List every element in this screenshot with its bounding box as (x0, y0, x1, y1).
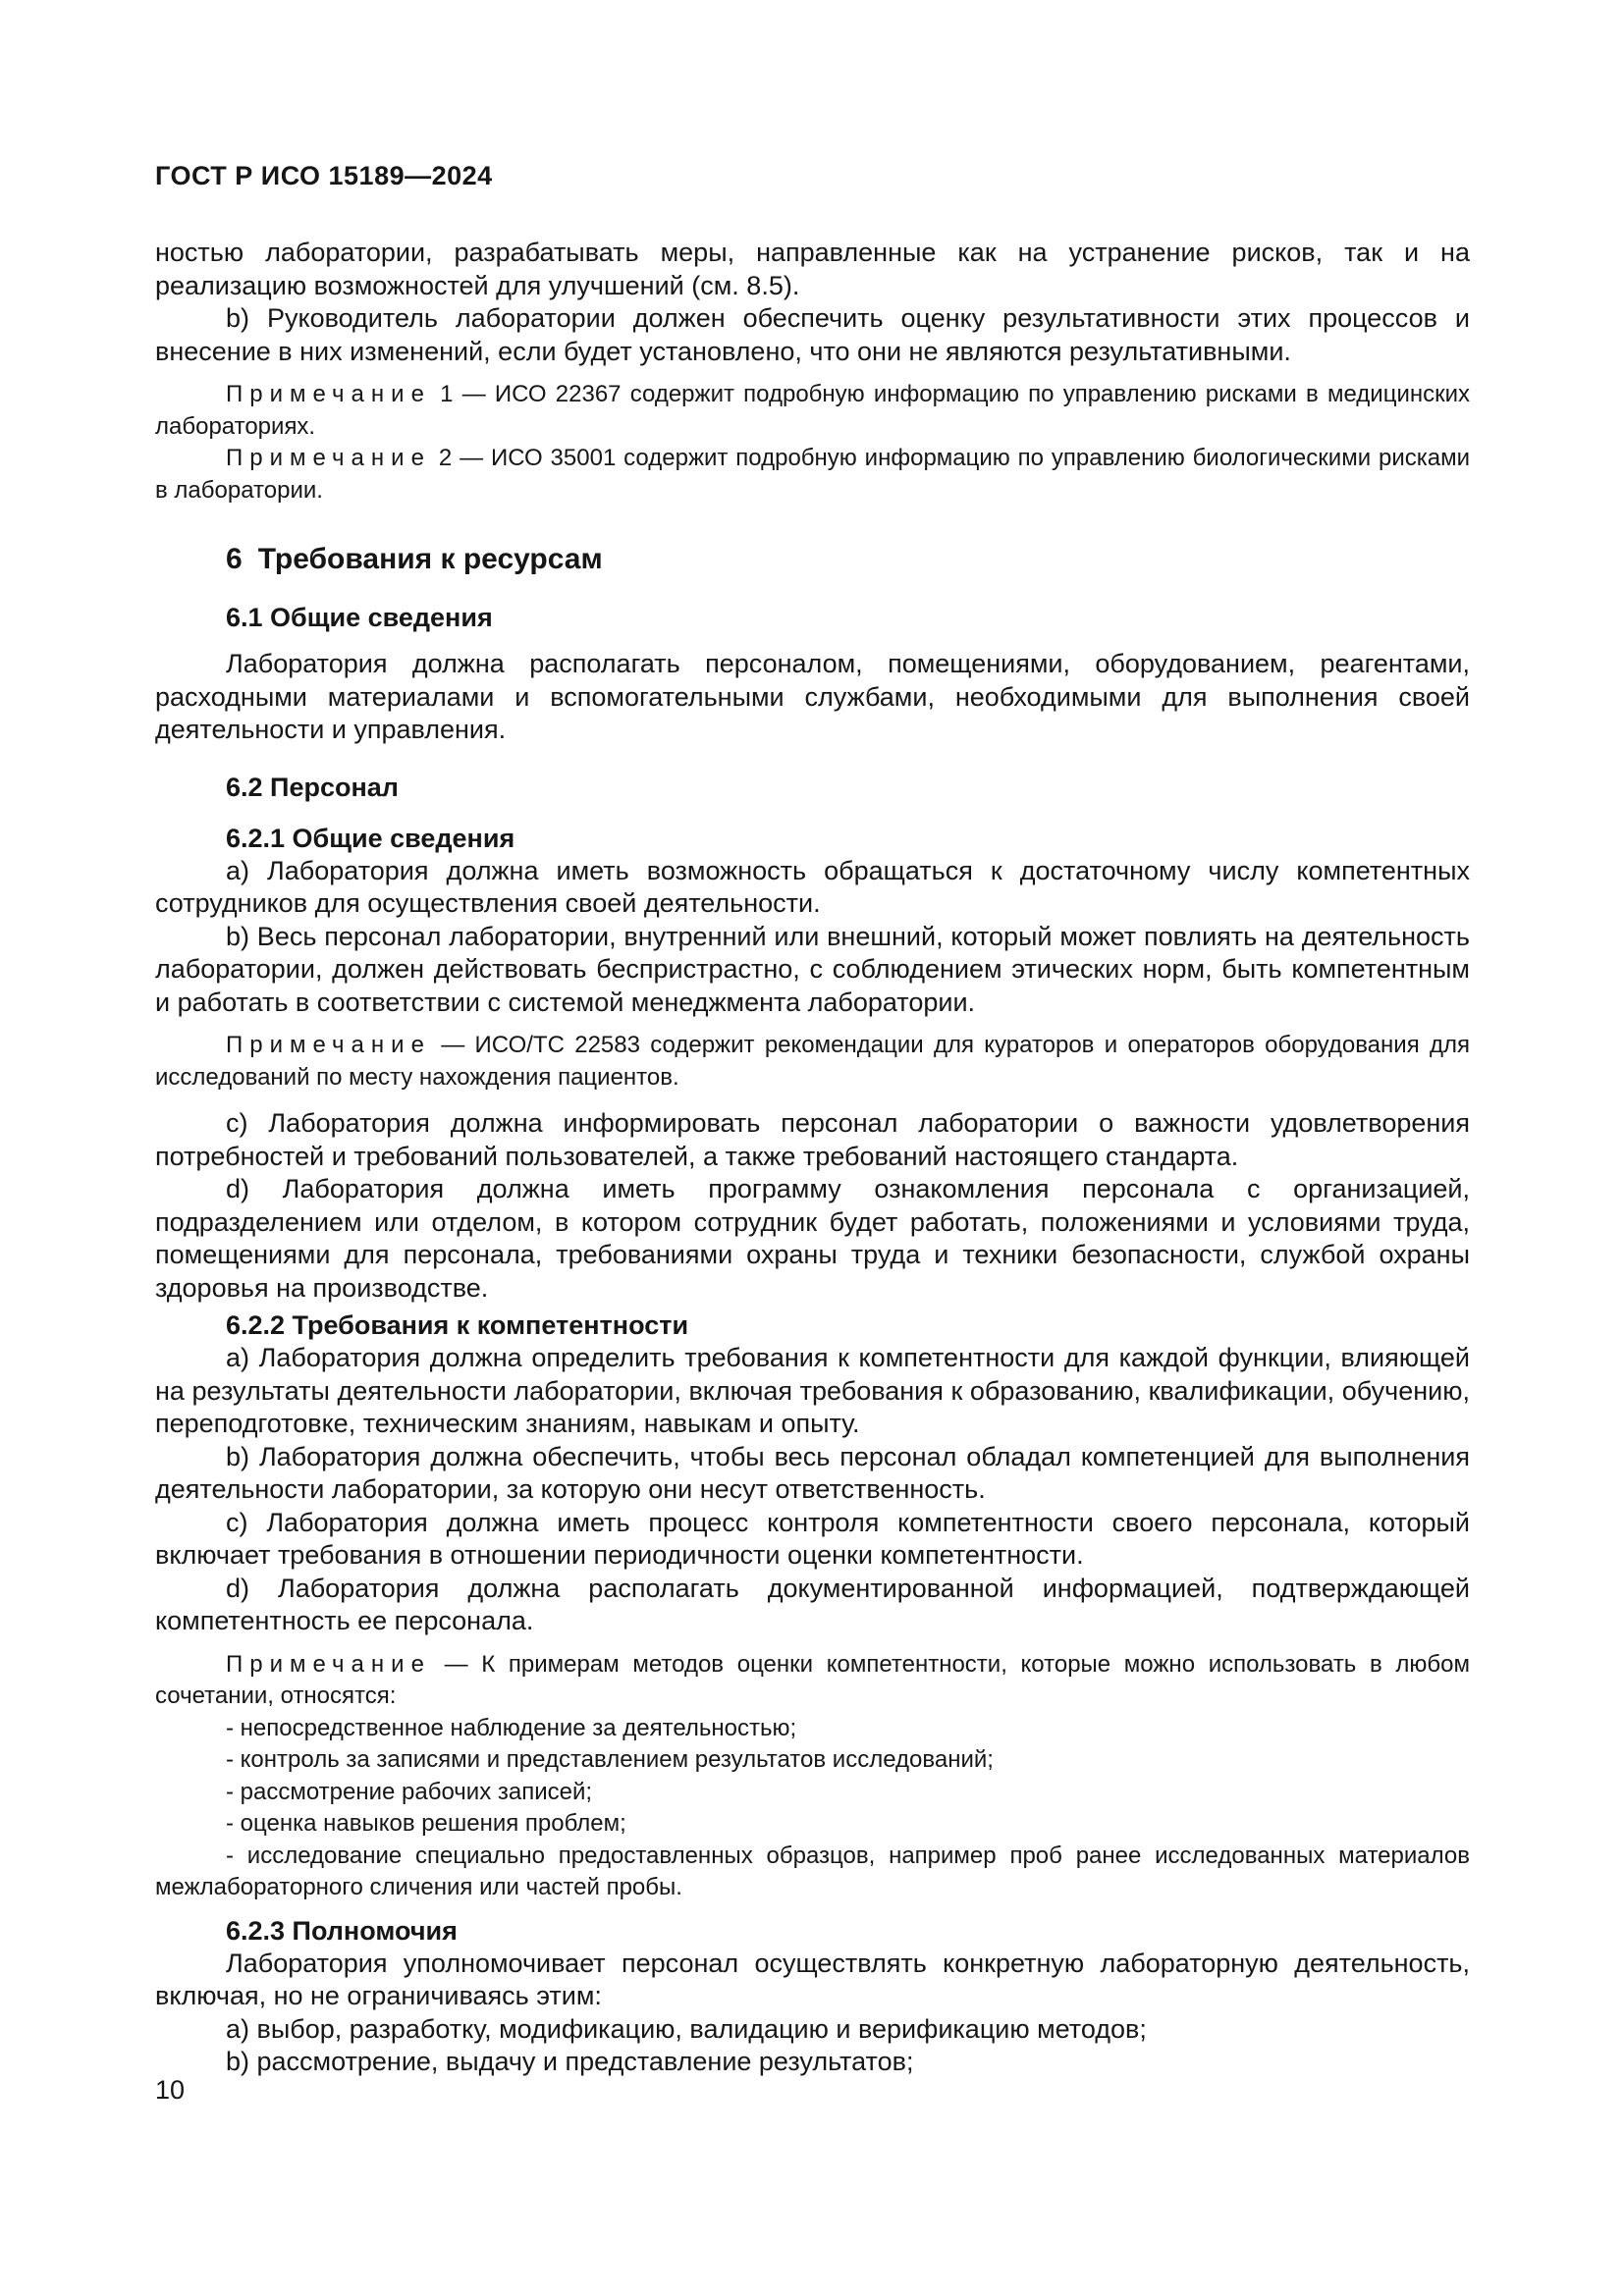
paragraph-6-2-1-a: a) Лаборатория должна иметь возможность обращаться к достаточному числу компетентных сотрудников для осуществления своей деятельности. (155, 855, 1470, 918)
paragraph-6-1: Лаборатория должна располагать персоналом, помещениями, оборудованием, реагентами, расходными материалами и вспомогательными службами, необходимыми для выполнения своей деятельности и управления. (155, 649, 1470, 744)
paragraph-6-2-2-c: c) Лаборатория должна иметь процесс контроля компетентности своего персонала, который включает требования в отношении периодичности оценки компетентности. (155, 1507, 1470, 1570)
note-6-2-2 (155, 1649, 1470, 1904)
paragraph-b: b) Руководитель лаборатории должен обеспечить оценку результативности этих процессов и внесение в них изменений, если будет установлено, что они не являются результативными. (155, 303, 1470, 366)
note-number: 2 (438, 445, 453, 471)
note-body: — ИСО 35001 содержит подробную информацию по управлению биологическими рисками в лаборатории. (155, 445, 1471, 504)
section-heading-6 (155, 540, 1470, 579)
paragraph-6-2-1-c: c) Лаборатория должна информировать персонал лаборатории о важности удовлетворения потребностей и требований пользователей, а также требований настоящего стандарта. (155, 1108, 1470, 1171)
note-list-item: - непосредственное наблюдение за деятельностью; (226, 1714, 797, 1741)
paragraph-continuation: ностью лаборатории, разрабатывать меры, направленные как на устранение рисков, так и на реализацию возможностей для улучшений (см. 8.5). (155, 238, 1470, 300)
note-list-item: - контроль за записями и представлением результатов исследований; (226, 1746, 994, 1773)
note-2 (155, 443, 1470, 507)
note-list-item: - оценка навыков решения проблем; (226, 1810, 626, 1837)
subsection-heading-6-1: 6.1 Общие сведения (226, 603, 493, 632)
note-2-text (155, 443, 1470, 507)
section-number: 6 (226, 543, 243, 575)
paragraph-6-2-2-a: a) Лаборатория должна определить требования к компетентности для каждой функции, влияющей на результаты деятельности лаборатории, включая требования к образованию, квалификации, обучению, переподготовке, техническим знаниям, навыкам и опыту. (155, 1343, 1470, 1438)
paragraph-6-2-3-a: a) выбор, разработку, модификацию, валидацию и верификацию методов; (226, 2013, 1147, 2044)
subsection-heading-6-2-3: 6.2.3 Полномочия (226, 1915, 458, 1946)
note-number: 1 (440, 381, 454, 407)
paragraph-6-2-2-b: b) Лаборатория должна обеспечить, чтобы весь персонал обладал компетенцией для выполнения деятельности лаборатории, за которую они несут ответственность. (155, 1441, 1470, 1504)
subsection-heading-6-2: 6.2 Персонал (226, 772, 399, 802)
note-1 (155, 379, 1470, 443)
note-label: Примечание (226, 445, 431, 471)
note-6-2-1-text (155, 1030, 1470, 1094)
paragraph-6-2-1-b: b) Весь персонал лаборатории, внутренний или внешний, который может повлиять на деятельность лаборатории, должен действовать беспристрастно, с соблюдением этических норм, быть компетентным и работать в соответствии с системой менеджмента лаборатории. (155, 921, 1470, 1017)
note-label: Примечание (226, 1650, 431, 1678)
note-6-2-1 (155, 1030, 1470, 1094)
running-head: ГОСТ Р ИСО 15189—2024 (155, 161, 493, 190)
note-label: Примечание (226, 1032, 431, 1058)
subsection-heading-6-2-1: 6.2.1 Общие сведения (226, 823, 515, 853)
note-body: — ИСО/ТС 22583 содержит рекомендации для кураторов и операторов оборудования для исследований по месту нахождения пациентов. (155, 1032, 1470, 1091)
note-list-item: - исследование специально предоставленных образцов, например проб ранее исследованных материалов межлабораторного сличения или частей пробы. (155, 1842, 1470, 1900)
note-label: Примечание (226, 381, 431, 407)
page-number: 10 (155, 2075, 186, 2105)
subsection-heading-6-2-2: 6.2.2 Требования к компетентности (226, 1310, 689, 1340)
paragraph-6-2-2-d: d) Лаборатория должна располагать документированной информацией, подтверждающей компетентность ее персонала. (155, 1573, 1470, 1635)
section-title: Требования к ресурсам (257, 543, 603, 575)
paragraph-6-2-3-b: b) рассмотрение, выдачу и представление результатов; (226, 2047, 914, 2076)
paragraph-6-2-1-d: d) Лаборатория должна иметь программу ознакомления персонала с организацией, подразделением или отделом, в котором сотрудник будет работать, положениями и условиями труда, помещениями для персонала, требованиями охраны труда и техники безопасности, службой охраны здоровья на производстве. (155, 1174, 1470, 1303)
note-1-text (155, 379, 1470, 443)
note-6-2-2-text (155, 1649, 1470, 1713)
note-body: — К примерам методов оценки компетентности, которые можно использовать в любом сочетании, относятся: (155, 1650, 1470, 1709)
note-body: — ИСО 22367 содержит подробную информацию по управлению рисками в медицинских лабораториях. (155, 381, 1471, 440)
note-list-item: - рассмотрение рабочих записей; (226, 1778, 593, 1805)
paragraph-6-2-3: Лаборатория уполномочивает персонал осуществлять конкретную лабораторную деятельность, включая, но не ограничиваясь этим: (155, 1948, 1470, 2010)
